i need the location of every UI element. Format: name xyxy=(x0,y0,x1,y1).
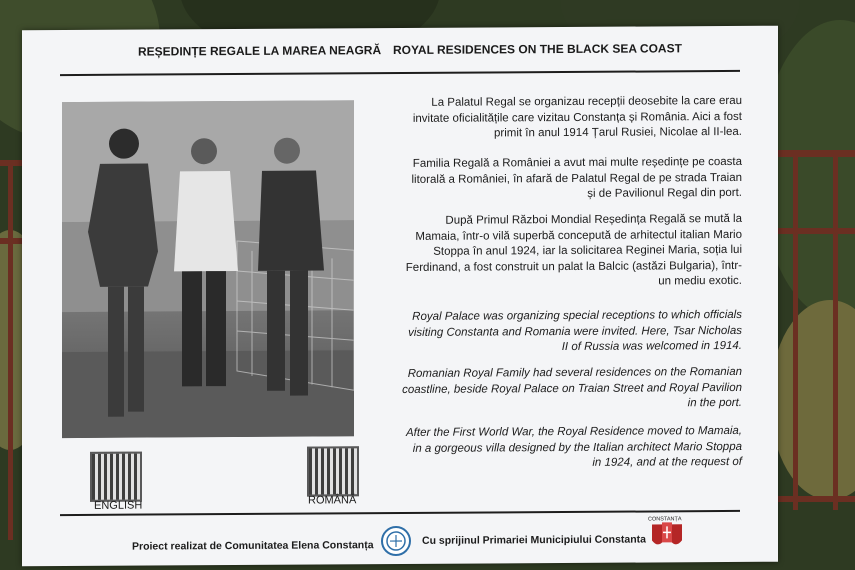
title-romanian: REȘEDINȚE REGALE LA MAREA NEAGRĂ xyxy=(138,43,382,59)
qr-code-english[interactable] xyxy=(90,452,142,502)
qr-label-romanian: ROMÂNĂ xyxy=(308,494,357,507)
qr-label-english: ENGLISH xyxy=(94,499,143,512)
qr-code-romanian[interactable] xyxy=(307,446,359,496)
footer-divider xyxy=(60,510,740,516)
constanta-crest-icon xyxy=(648,518,686,552)
paragraph-ro-2: Familia Regală a României a avut mai multe reședințe pe coasta litorală a României, în afară de Palatul Regal de pe strada Traian și de Pavilionul Regal din port. xyxy=(411,155,742,200)
paragraph-en-2: Romanian Royal Family had several residences on the Romanian coastline, beside Royal Palace on Traian Street and Royal Pavilion in the port. xyxy=(402,365,742,410)
crest-caption: CONSTANȚA xyxy=(648,516,682,523)
paragraph-ro-3: După Primul Război Mondial Reședința Regală se mută la Mamaia, într-o vilă superbă concepută de arhitectul italian Mario Stoppa în anul 1924, iar la solicitarea Reginei Maria, soția lui Ferdinand, a fost construit un palat la Balcic (astăzi Bulgaria), într-un mediu exotic. xyxy=(405,212,742,288)
historical-photograph xyxy=(62,100,354,438)
paragraph-ro-1: La Palatul Regal se organizau recepții deosebite la care erau invitate oficialitățile care vizitau Constanța și România. Aici a fost primit în anul 1914 Țarul Rusiei, Nicolae al II-lea. xyxy=(412,94,742,140)
footer-sponsor-credit: Cu sprijinul Primariei Municipiului Constanta xyxy=(422,533,647,547)
header-divider xyxy=(60,70,740,76)
paragraph-en-3: After the First World War, the Royal Residence moved to Mamaia, in a gorgeous villa designed by the Italian architect Mario Stoppa in 1924, and at the request of xyxy=(406,424,742,469)
community-logo-icon xyxy=(380,525,412,557)
footer-project-credit: Proiect realizat de Comunitatea Elena Constanța xyxy=(132,539,374,553)
title-english: ROYAL RESIDENCES ON THE BLACK SEA COAST xyxy=(393,41,682,58)
information-sign xyxy=(22,26,778,567)
paragraph-en-1: Royal Palace was organizing special receptions to which officials visiting Constanta and Romania were invited. Here, Tsar Nicholas II of Russia was welcomed in 1914. xyxy=(408,308,742,354)
